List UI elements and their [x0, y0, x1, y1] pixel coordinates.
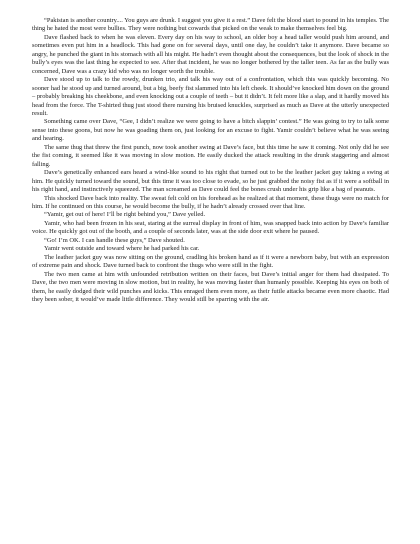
paragraph: “Go! I’m OK. I can handle these guys,” Dave shouted. [44, 236, 185, 244]
paragraph: Dave flashed back to when he was eleven. Every day on his way to school, an older boy a head taller would push him around, and sometimes even put him in a headlock. This had gone on for several days, until one day, he couldn’t take it anymore. Dave became so angry, he punched the giant in his stomach with all his might. He hadn’t even thought about the consequences, but the look of shock in the bully’s eyes was the last thing he expected to see. After that incident, he was no longer bothered by the taller teen. As far as the bully was concerned, Dave was a crazy kid who was no longer worth the trouble. [32, 33, 389, 75]
paragraph: Something came over Dave, “Gee, I didn’t realize we were going to have a bitch slappin’ contest.” He was going to try to talk some sense into these goons, but now he was goading them on, just looking for an excuse to fight. Yamir couldn’t believe what he was seeing and hearing. [32, 118, 389, 143]
paragraph: “Yamir, get out of here! I’ll be right behind you,” Dave yelled. [44, 211, 206, 219]
paragraph: Dave stood up to talk to the rowdy, drunken trio, and talk his way out of a confrontation, which this was quickly becoming. No sooner had he stood up and turned around, but a big, beefy fist slammed into his left cheek. It should’ve knocked him down on the ground – probably breaking his cheekbone, and even knocking out a couple of teeth – but it didn’t. It felt more like a slap, and it hardly moved his head from the force. The T-shirted thug just stood there nursing his bruised knuckles, surprised as much as Dave at the utterly unexpected result. [32, 76, 389, 117]
paragraph: The two men came at him with unfounded retribution written on their faces, but Dave’s initial anger for them had dissipated. To Dave, the two men were moving in slow motion, but in reality, he was moving faster than humanly possible. Keeping his eyes on both of them, he easily dodged their wild punches and kicks. This enraged them even more, as their futile attacks became even more chaotic. Had they been sober, it would’ve made little difference. They would still be sparring with the air. [32, 270, 389, 303]
paragraph: Dave’s genetically enhanced ears heard a wind-like sound to his right that turned out to be the leather jacket guy taking a swing at him. He quickly turned toward the sound, but this time it was too close to evade, so he just grabbed the noisy fist as if it were a softball in his right hand, and instinctively squeezed. The man screamed as Dave could feel the bones crush under his grip like a bag of peanuts. [32, 169, 389, 194]
paragraph: Yamir, who had been frozen in his seat, staring at the surreal display in front of him, was snapped back into action by Dave’s familiar voice. He quickly got out of the booth, and a couple of seconds later, was at the side door exit where he paused. [32, 219, 389, 236]
document-page [32, 17, 389, 304]
paragraph: Yamir went outside and toward where he had parked his car. [44, 245, 200, 253]
paragraph: “Pakistan is another country.... You guys are drunk. I suggest you give it a rest.” Dave felt the blood start to pound in his temples. The thing he hated the most were bullies. They were nothing but cowards that picked on the weak to make themselves feel big. [32, 17, 389, 33]
paragraph: The leather jacket guy was now sitting on the ground, cradling his broken hand as if it were a newborn baby, but with an expression of extreme pain and shock. Dave turned back to confront the thugs who were still in the fight. [32, 253, 389, 270]
paragraph: The same thug that threw the first punch, now took another swing at Dave’s face, but this time he saw it coming. Not only did he see the fist coming, it seemed like it was moving in slow motion. He easily ducked the attack resulting in the drunk staggering and almost falling. [32, 143, 389, 168]
paragraph: This shocked Dave back into reality. The sweat felt cold on his forehead as he realized at that moment, these thugs were no match for him. If he continued on this course, he would become the bully, if he hadn’t already crossed over that line. [32, 194, 389, 210]
